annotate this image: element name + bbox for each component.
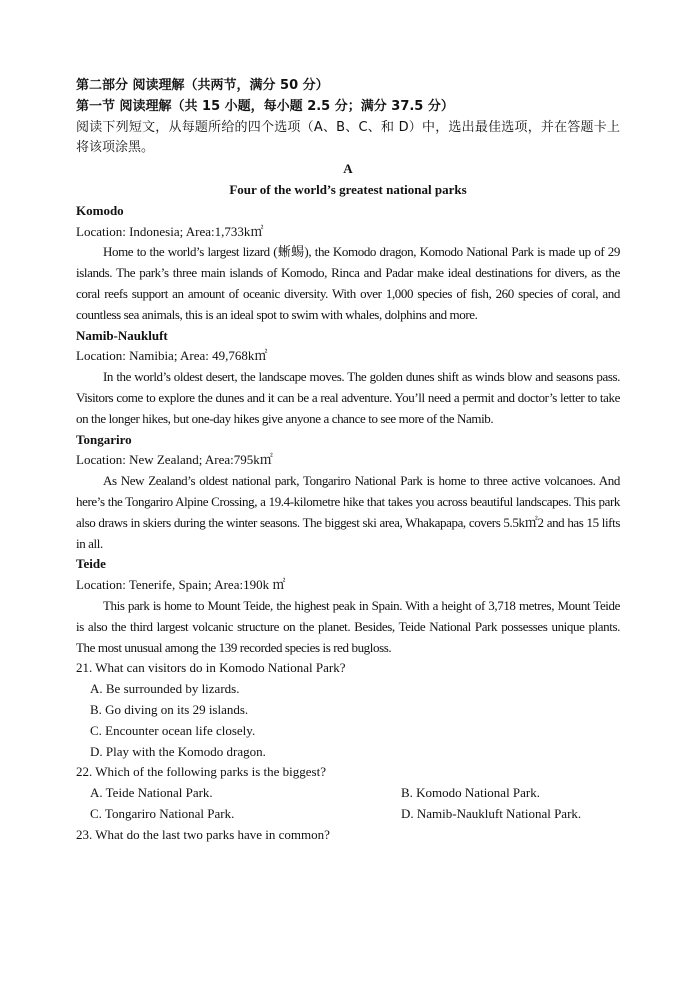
answer-option: A. Teide National Park. [90,785,213,801]
park-description: Home to the world’s largest lizard (蜥蜴), the Komodo dragon, Komodo National Park is made up of 29 islands. The park’s three main islands of Komodo, Rinca and Padar make ideal destinations for divers, as the coral reefs support an amount of oceanic diversity. With over 1,000 species of fish, 260 species of coral, and countless sea animals, this is an ideal spot to swim with whales, dolphins and more. [76,244,620,322]
question-stem: 22. Which of the following parks is the biggest? [76,764,326,780]
park-location: Location: Tenerife, Spain; Area:190k ㎡ [76,577,286,593]
park-name: Namib-Naukluft [76,327,168,343]
answer-option: D. Play with the Komodo dragon. [90,743,266,759]
option-row [76,783,620,804]
answer-option: B. Go diving on its 29 islands. [90,701,249,717]
park-description: As New Zealand’s oldest national park, Tongariro National Park is home to three active volcanoes. And here’s the Tongariro Alpine Crossing, a 19.4-kilometre hike that takes you across beautiful landscapes. This park also draws in skiers during the winter seasons. The biggest ski area, Whakapapa, covers 5.5k㎡2 and has 15 lifts in all. [76,473,620,551]
part-heading: 第二部分 阅读理解（共两节，满分 50 分） [76,78,329,93]
park-name: Komodo [76,202,124,218]
park-description: In the world’s oldest desert, the landscape moves. The golden dunes shift as winds blow and seasons pass. Visitors come to explore the dunes and it can be a real adventure. You’ll need a permit and doctor’s letter to take on the longer hikes, but one-day hikes give anyone a chance to see more of the Namib. [76,369,620,426]
answer-option: B. Komodo National Park. [401,785,541,801]
park-location: Location: New Zealand; Area:795k㎡ [76,452,273,468]
instruction-text: 阅读下列短文，从每题所给的四个选项（A、B、C、和 D）中，选出最佳选项，并在答题卡上将该项涂黑。 [76,119,620,156]
park-name: Teide [76,556,106,572]
park-description: This park is home to Mount Teide, the highest peak in Spain. With a height of 3,718 metres, Mount Teide is also the third largest volcanic structure on the planet. Besides, Teide National Park possesses unique plants. The most unusual among the 139 recorded species is red bugloss. [76,597,620,655]
answer-option: A. Be surrounded by lizards. [90,681,240,697]
park-name: Tongariro [76,431,132,447]
exam-page [76,76,620,845]
passage-letter: A [343,161,353,177]
question-stem: 21. What can visitors do in Komodo National Park? [76,660,346,676]
question-stem: 23. What do the last two parks have in common? [76,826,330,842]
park-location: Location: Namibia; Area: 49,768k㎡ [76,348,268,364]
park-location: Location: Indonesia; Area:1,733k㎡ [76,223,264,239]
passage-title: Four of the world’s greatest national parks [229,181,467,197]
answer-option: C. Encounter ocean life closely. [90,722,256,738]
answer-option: D. Namib-Naukluft National Park. [401,805,582,821]
section-heading: 第一节 阅读理解（共 15 小题，每小题 2.5 分；满分 37.5 分） [76,98,454,114]
option-row [76,804,620,825]
answer-option: C. Tongariro National Park. [90,805,235,821]
